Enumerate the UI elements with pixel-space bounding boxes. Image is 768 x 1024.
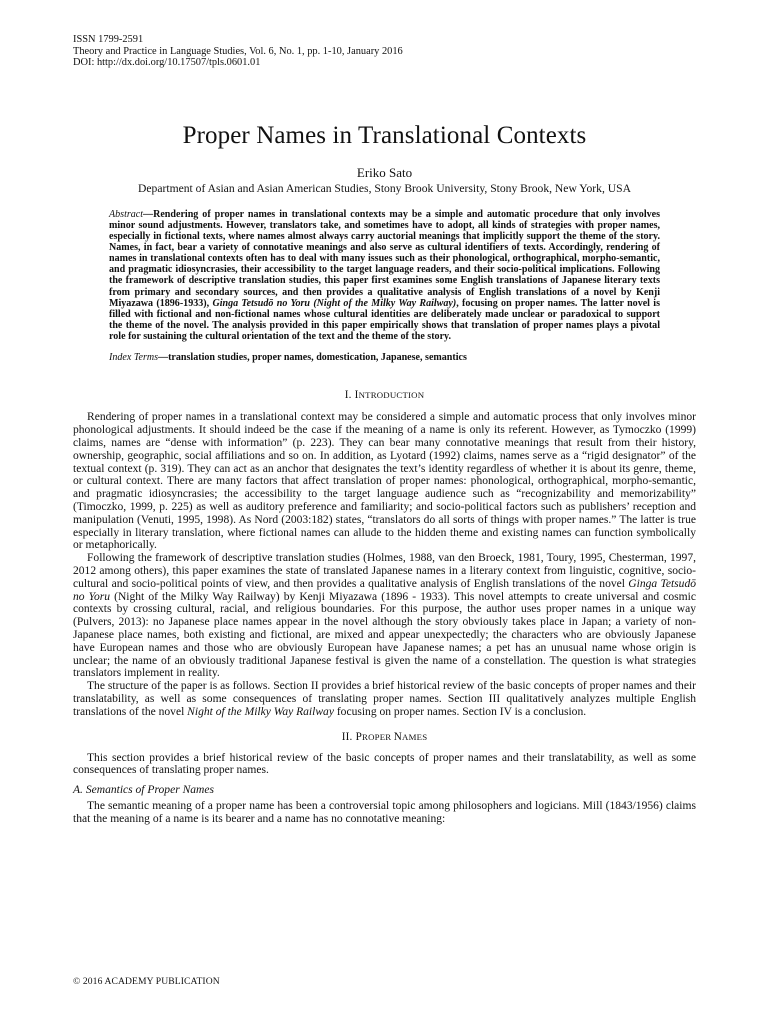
subsection-heading: A. Semantics of Proper Names bbox=[73, 784, 215, 797]
abstract-label: Abstract bbox=[109, 208, 144, 220]
section-initial-p: P bbox=[355, 730, 362, 743]
index-terms-label: Index Terms bbox=[109, 352, 159, 364]
masthead bbox=[73, 34, 696, 69]
intro-p3-text-2: focusing on proper names. Section IV is a conclusion. bbox=[333, 705, 587, 718]
section-initial-n: N bbox=[393, 730, 403, 743]
intro-paragraph-1: Rendering of proper names in a translational context may be considered a simple and automatic process that only involves minor phonological adjustments. It should indeed be the case if the meaning of a name is only its referent. However, as Tymoczko (1999) claims, names are “dense with information” (p. 223). They can bear many connotative meanings that result from their history, ownership, geographic, social affiliations and so on. In addition, as Lyotard (1992) claims, names serve as a “rigid designator” of the textual context (p. 319). They can act as an anchor that designates the text’s identity regardless of whether it is about its genre, theme, or cultural context. There are many factors that affect translation of proper names: phonological, orthographical, morpho-semantic, and pragmatic idiosyncrasies; the accessibility to the target language audience such as “recognizability and memorizability” (Timoczko, 1999, p. 225) as well as auditory preference and familiarity; and socio-political factors such as publishers’ reception and manipulation (Venuti, 1995, 1998). As Nord (2003:182) states, “translators do all sorts of things with proper names.” The latter is true especially in literary translation, where fictional names can allude to the hidden theme and existing names can function symbolically or metaphorically. bbox=[73, 411, 696, 552]
abstract bbox=[73, 209, 696, 343]
abstract-text-1: —Rendering of proper names in translational contexts may be a simple and automatic procedure that only involves minor sound adjustments. However, translators take, and sometimes have to adopt, all kinds of strategies with proper names, especially in fictional texts, where names almost always carry auctorial meanings that implicitly support the theme of the story. Names, in fact, bear a variety of connotative meanings and also serve as cultural identifiers of texts. Accordingly, rendering of names in translational contexts often has to deal with many issues such as their phonological, orthographical, morpho-semantic, and pragmatic idiosyncrasies, their accessibility to the target language readers, and their socio-political implications. Following the framework of descriptive translation studies, this paper first examines some English translations of Japanese literary texts from primary and secondary sources, and then provides a qualitative analysis of English translations of a novel by Kenji Miyazawa (1896-1933), bbox=[109, 208, 660, 309]
proper-names-body bbox=[73, 752, 696, 826]
paper-page bbox=[73, 34, 696, 826]
doi: DOI: http://dx.doi.org/10.17507/tpls.0601.01 bbox=[73, 57, 261, 68]
section-rest: NTRODUCTION bbox=[358, 390, 425, 401]
intro-p2-text-2: (Night of the Milky Way Railway) by Kenji Miyazawa (1896 - 1933). This novel attempts to create universal and cosmic contexts by crossing cultural, racial, and religious boundaries. For this purpose, the author uses proper names in a unique way (Pulvers, 2013): no Japanese place names appear in the novel although the story obviously takes place in Japan; a variety of non-Japanese place names, both existing and fictional, are mixed and appear unexpectedly; the characters who are obviously Japanese have European names and those who are obviously European have Japanese names; a pet has an unusual name whose origin is unclear; the name of an obviously traditional Japanese festival is given the name of a constellation. The question is what strategies translators implement in reality. bbox=[73, 590, 696, 680]
section2-paragraph-2: The semantic meaning of a proper name has been a controversial topic among philosophers and logicians. Mill (1843/1956) claims that the meaning of a name is its bearer and a name has no connotative meaning: bbox=[73, 800, 696, 825]
paper-title: Proper Names in Translational Contexts bbox=[182, 121, 587, 149]
abstract-novel-title: Ginga Tetsudō no Yoru (Night of the Milky Way Railway) bbox=[212, 297, 457, 309]
section-numeral: II. bbox=[341, 730, 356, 743]
journal-citation: Theory and Practice in Language Studies, Vol. 6, No. 1, pp. 1-10, January 2016 bbox=[73, 45, 403, 57]
section-heading-introduction bbox=[73, 389, 696, 402]
section-heading-proper-names bbox=[73, 731, 696, 744]
intro-p3-novel-title: Night of the Milky Way Railway bbox=[187, 705, 334, 718]
issn: ISSN 1799-2591 bbox=[73, 34, 144, 45]
abstract-text-2: , focusing on proper names. The latter novel is filled with fictional and non-fictional names whose cultural identities are deliberately made unclear or paradoxical to support the theme of the novel. The analysis provided in this paper empirically shows that translation of proper names plays a pivotal role for sustaining the cultural orientation of the text and the theme of the story. bbox=[109, 297, 660, 343]
intro-p3-text-1: The structure of the paper is as follows. Section II provides a brief historical review of the basic concepts of proper names and their translatability, as well as some consequences of translating proper names. Section III qualitatively analyzes multiple English translations of the novel bbox=[73, 680, 696, 718]
section2-paragraph-1: This section provides a brief historical review of the basic concepts of proper names and their translatability, as well as some consequences of translating proper names. bbox=[73, 751, 696, 777]
introduction-body bbox=[73, 411, 696, 718]
copyright-footer: © 2016 ACADEMY PUBLICATION bbox=[73, 976, 220, 987]
section-rest-n: AMES bbox=[402, 731, 428, 742]
author-affiliation: Department of Asian and Asian American Studies, Stony Brook University, Stony Brook, New York, USA bbox=[138, 181, 631, 195]
section-initial: I bbox=[354, 389, 359, 402]
index-terms bbox=[73, 352, 696, 364]
section-numeral: I. bbox=[344, 389, 355, 402]
intro-p2-text-1: Following the framework of descriptive translation studies (Holmes, 1988, van den Broeck, 1981, Toury, 1995, Chesterman, 1997, 2012 among others), this paper examines the state of translated Japanese names in a literary context from linguistic, cognitive, socio-cultural and socio-political points of view, and then provides a qualitative analysis of English translations of the novel bbox=[73, 552, 696, 590]
intro-paragraph-3 bbox=[73, 680, 696, 718]
author-name: Eriko Sato bbox=[356, 164, 413, 180]
intro-p2-novel-title: Ginga Tetsudō no Yoru bbox=[73, 577, 696, 603]
section-rest-p: ROPER bbox=[362, 731, 394, 742]
index-terms-text: —translation studies, proper names, domestication, Japanese, semantics bbox=[158, 352, 467, 364]
intro-paragraph-2 bbox=[73, 552, 696, 680]
